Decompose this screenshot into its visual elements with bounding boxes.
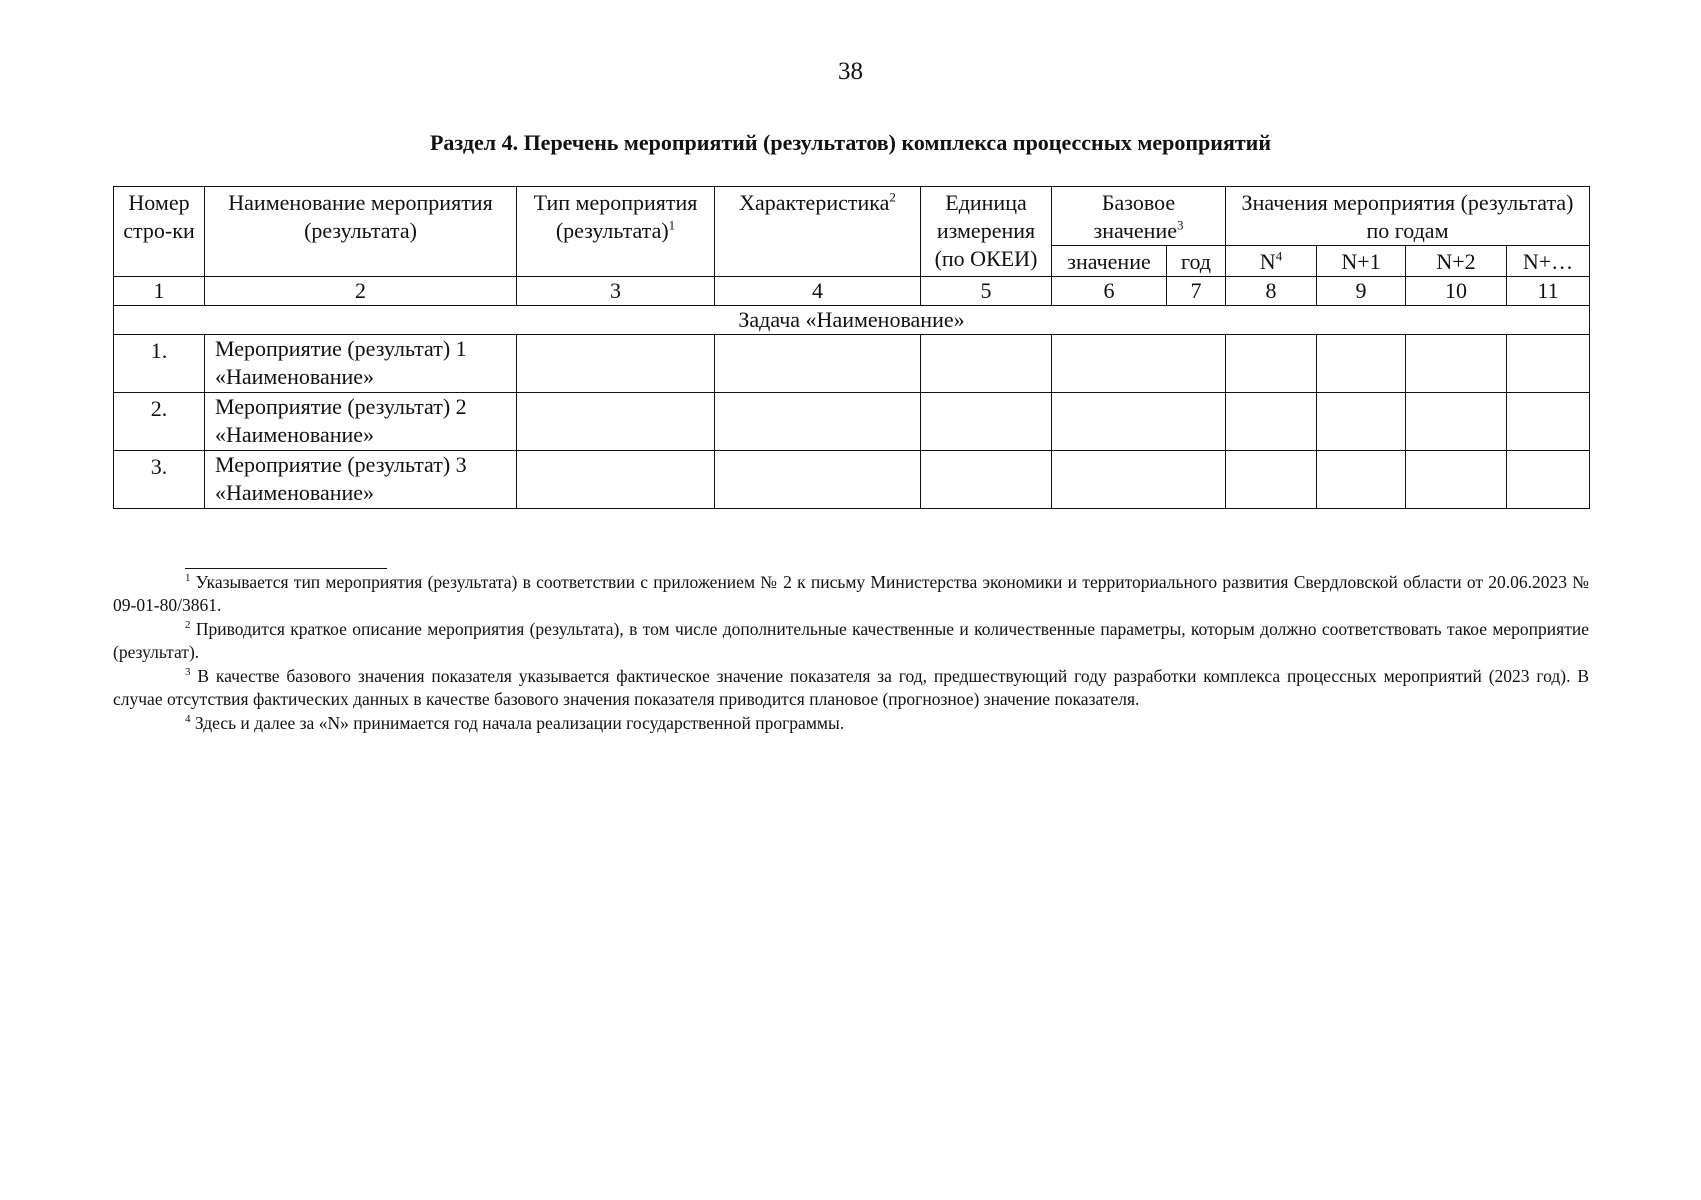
header-name: Наименование мероприятия (результата)	[205, 187, 517, 277]
empty-cell	[1226, 335, 1317, 393]
empty-cell	[517, 451, 715, 509]
column-number: 4	[715, 277, 921, 306]
footnote: $^4$ Здесь и далее за «N» принимается год начала реализации государственной программы.	[185, 713, 845, 733]
column-number: 9	[1317, 277, 1406, 306]
header-year-n: $N^4$	[1226, 246, 1317, 277]
empty-cell	[1052, 451, 1226, 509]
empty-cell	[1507, 335, 1590, 393]
empty-cell	[1317, 451, 1406, 509]
task-row	[114, 306, 1590, 335]
row-number: 2.	[114, 393, 205, 451]
header-year-nmore: N+…	[1507, 246, 1590, 277]
column-number-row	[114, 277, 1590, 306]
empty-cell	[921, 451, 1052, 509]
column-number: 1	[114, 277, 205, 306]
footnote-ref-3: 3	[1177, 217, 1184, 233]
footnote-ref-4: 4	[1275, 248, 1283, 264]
header-yearly-values: Значения мероприятия (результата) по годам	[1226, 187, 1590, 246]
header-row-top	[114, 187, 1590, 246]
section-title: Раздел 4. Перечень мероприятий (результатов) комплекса процессных мероприятий	[429, 130, 1272, 155]
header-base-value-year: год	[1167, 246, 1226, 277]
empty-cell	[1317, 393, 1406, 451]
row-number: 3.	[114, 451, 205, 509]
empty-cell	[517, 335, 715, 393]
footnote-ref-2: 2	[889, 189, 896, 205]
footnote: $^2$ Приводится краткое описание мероприятия (результата), в том числе дополнительные качественные и количественные параметры, которым должно соответствовать такое мероприятие (результат).	[113, 619, 1589, 662]
empty-cell	[921, 393, 1052, 451]
events-table	[113, 186, 1590, 509]
empty-cell	[1226, 393, 1317, 451]
footnote-separator	[185, 568, 387, 569]
footnote: $^1$ Указывается тип мероприятия (результата) в соответствии с приложением № 2 к письму Министерства экономики и территориального развития Свердловской области от 20.06.2023 № 09-01-80/3861.	[113, 572, 1590, 615]
header-type: Тип мероприятия (результата)$^1$	[517, 187, 715, 277]
empty-cell	[1317, 335, 1406, 393]
column-number: 7	[1167, 277, 1226, 306]
event-name: Мероприятие (результат) 3 «Наименование»	[205, 451, 517, 509]
header-characteristic: Характеристика$^2$	[715, 187, 921, 277]
column-number: 8	[1226, 277, 1317, 306]
column-number: 11	[1507, 277, 1590, 306]
empty-cell	[715, 393, 921, 451]
column-number: 5	[921, 277, 1052, 306]
empty-cell	[1406, 451, 1507, 509]
empty-cell	[1052, 335, 1226, 393]
table-row	[114, 335, 1590, 393]
column-number: 6	[1052, 277, 1167, 306]
empty-cell	[517, 393, 715, 451]
footnote: $^3$ В качестве базового значения показателя указывается фактическое значение показателя за год, предшествующий году разработки комплекса процессных мероприятий (2023 год). В случае отсутствия фактических данных в качестве базового значения показателя приводится плановое (прогнозное) значение показателя.	[113, 666, 1590, 709]
empty-cell	[1406, 393, 1507, 451]
column-number: 10	[1406, 277, 1507, 306]
column-number: 2	[205, 277, 517, 306]
row-number: 1.	[114, 335, 205, 393]
page-number: 38	[838, 58, 863, 85]
column-number: 3	[517, 277, 715, 306]
header-unit: Единица измерения (по ОКЕИ)	[921, 187, 1052, 277]
task-title: Задача «Наименование»	[114, 306, 1590, 335]
empty-cell	[1406, 335, 1507, 393]
footnote-ref-1: 1	[668, 217, 676, 233]
header-year-n1: N+1	[1317, 246, 1406, 277]
empty-cell	[1226, 451, 1317, 509]
footnotes	[113, 568, 1589, 736]
event-name: Мероприятие (результат) 1 «Наименование»	[205, 335, 517, 393]
table-row	[114, 451, 1590, 509]
header-base-value-value: значение	[1052, 246, 1167, 277]
empty-cell	[921, 335, 1052, 393]
empty-cell	[715, 335, 921, 393]
header-row-number: Номер стро-ки	[114, 187, 205, 277]
table-row	[114, 393, 1590, 451]
event-name: Мероприятие (результат) 2 «Наименование»	[205, 393, 517, 451]
empty-cell	[1507, 393, 1590, 451]
empty-cell	[1052, 393, 1226, 451]
empty-cell	[1507, 451, 1590, 509]
header-year-n2: N+2	[1406, 246, 1507, 277]
header-base-value: Базовое значение$^3$	[1052, 187, 1226, 246]
empty-cell	[715, 451, 921, 509]
